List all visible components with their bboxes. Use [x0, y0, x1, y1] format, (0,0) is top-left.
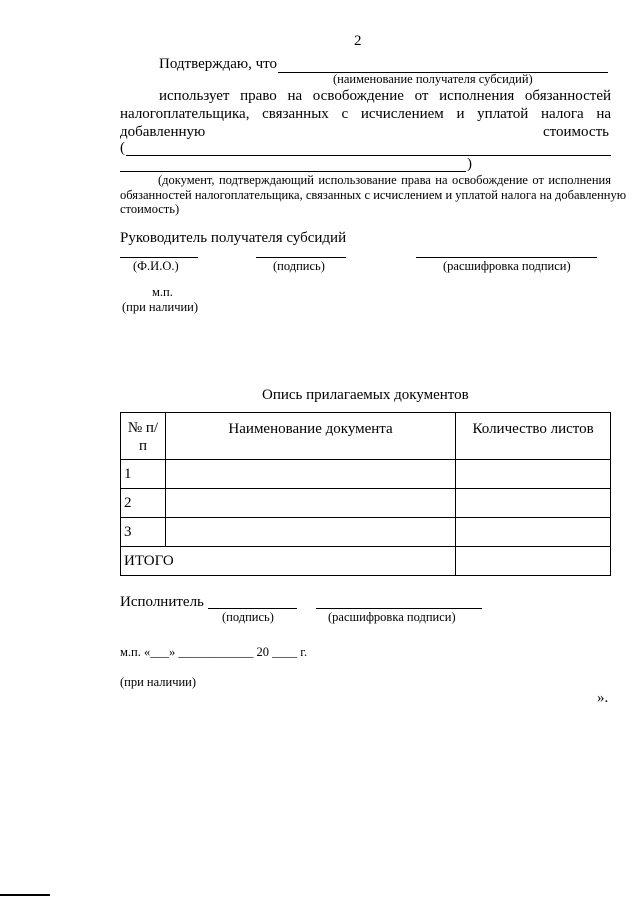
inventory-table [120, 412, 611, 576]
executor-signature-line[interactable] [208, 608, 297, 609]
executor-label: Исполнитель [120, 594, 204, 610]
page-number: 2 [354, 33, 362, 49]
document-caption-3: стоимость) [120, 202, 180, 216]
closing-quote: ». [597, 690, 609, 706]
head-stamp-note: (при наличии) [122, 300, 199, 314]
sheet-count-cell[interactable] [456, 489, 611, 518]
total-row [121, 547, 611, 576]
executor-signature-caption: (подпись) [222, 610, 274, 624]
row-number: 3 [121, 518, 166, 547]
fio-line[interactable] [120, 257, 198, 258]
executor-date-line: м.п. «___» ____________ 20 ____ г. [120, 645, 308, 659]
sheet-count-cell[interactable] [456, 460, 611, 489]
executor-decoding-line[interactable] [316, 608, 482, 609]
table-row [121, 518, 611, 547]
confirm-line-1: использует право на освобождение от исполнения обязанностей [159, 88, 611, 104]
table-row [121, 460, 611, 489]
head-stamp: м.п. [152, 285, 173, 299]
head-signature-line[interactable] [256, 257, 346, 258]
open-paren: ( [120, 140, 125, 156]
document-caption-1: (документ, подтверждающий использование права на освобождение от исполнения [158, 173, 611, 187]
executor-decoding-caption: (расшифровка подписи) [328, 610, 456, 624]
head-signature-caption: (подпись) [273, 259, 325, 273]
inventory-title: Опись прилагаемых документов [262, 387, 469, 403]
total-sheet-count-cell[interactable] [456, 547, 611, 576]
document-name-cell[interactable] [165, 460, 455, 489]
executor-stamp-note: (при наличии) [120, 675, 197, 689]
sheet-count-cell[interactable] [456, 518, 611, 547]
table-row [121, 489, 611, 518]
header-sheet-count: Количество листов [456, 413, 611, 460]
confirm-line-2: налогоплательщика, связанных с исчислением и уплатой налога на [120, 106, 611, 122]
head-title: Руководитель получателя субсидий [120, 230, 347, 246]
document-line-1[interactable] [126, 155, 611, 156]
inventory-header-row [121, 413, 611, 460]
document-name-cell[interactable] [165, 489, 455, 518]
document-name-cell[interactable] [165, 518, 455, 547]
confirm-line-3-right: стоимость [543, 124, 609, 140]
fio-caption: (Ф.И.О.) [133, 259, 179, 273]
header-document-name: Наименование документа [165, 413, 455, 460]
recipient-caption: (наименование получателя субсидий) [333, 72, 533, 86]
head-decoding-line[interactable] [416, 257, 597, 258]
document-line-2[interactable] [120, 171, 466, 172]
confirm-line-3-left: добавленную [120, 124, 206, 140]
total-label: ИТОГО [121, 547, 456, 576]
header-number: № п/п [121, 413, 166, 460]
row-number: 2 [121, 489, 166, 518]
close-paren: ) [467, 156, 472, 172]
confirm-lead: Подтверждаю, что [159, 56, 278, 72]
row-number: 1 [121, 460, 166, 489]
head-decoding-caption: (расшифровка подписи) [443, 259, 571, 273]
page-edge-mark [0, 894, 50, 896]
document-caption-2: обязанностей налогоплательщика, связанных с исчислением и уплатой налога на добавленную [120, 188, 627, 202]
